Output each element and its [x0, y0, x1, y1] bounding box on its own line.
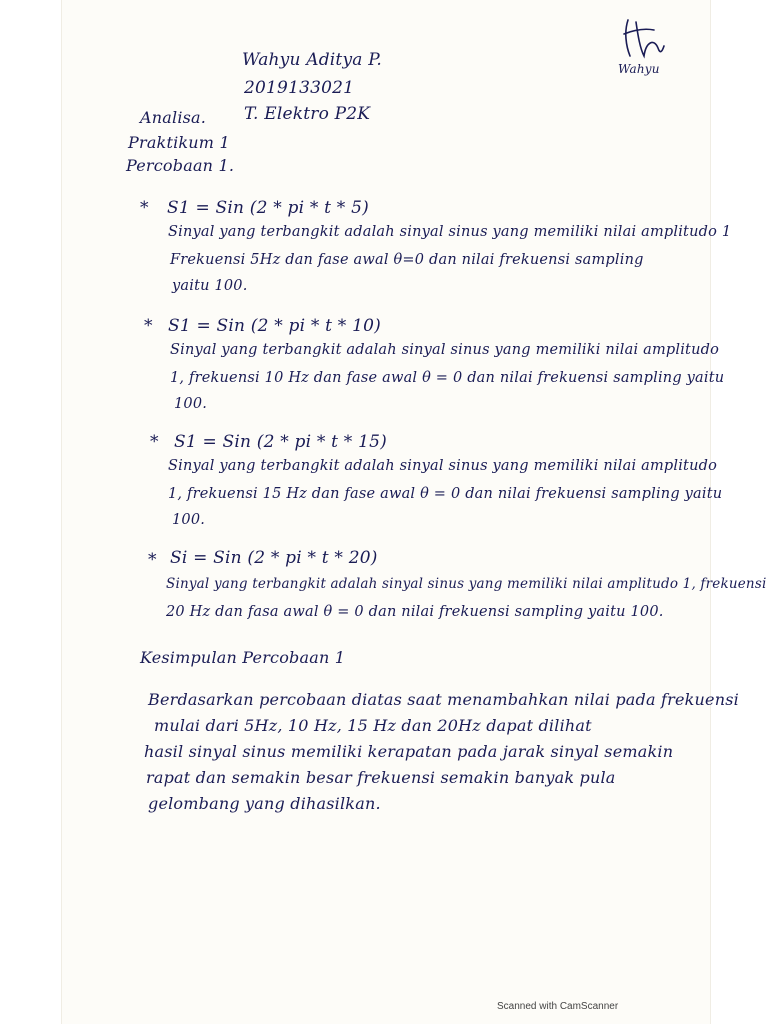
item-bullet: * — [144, 316, 153, 336]
item-formula: S1 = Sin (2 * pi * t * 10) — [168, 316, 381, 336]
item-bullet: * — [140, 198, 149, 218]
conclusion-line: rapat dan semakin besar frekuensi semakin banyak pula — [146, 768, 616, 787]
item-line: 100. — [174, 396, 208, 412]
item-line: Sinyal yang terbangkit adalah sinyal sinus yang memiliki nilai amplitudo — [168, 458, 718, 474]
conclusion-title: Kesimpulan Percobaan 1 — [140, 648, 346, 667]
item-formula: S1 = Sin (2 * pi * t * 5) — [167, 198, 369, 218]
item-line: Sinyal yang terbangkit adalah sinyal sinus yang memiliki nilai amplitudo 1 — [168, 224, 732, 240]
conclusion-line: Berdasarkan percobaan diatas saat menambahkan nilai pada frekuensi — [148, 690, 739, 709]
signature-scribble-icon — [614, 12, 674, 67]
item-formula: Si = Sin (2 * pi * t * 20) — [170, 548, 378, 568]
item-line: Frekuensi 5Hz dan fase awal θ=0 dan nilai frekuensi sampling — [170, 252, 644, 268]
item-bullet: * — [150, 432, 159, 452]
scanned-page — [62, 0, 767, 1024]
title-analisa: Analisa. — [140, 108, 207, 127]
title-praktikum: Praktikum 1 — [128, 133, 230, 152]
conclusion-line: hasil sinyal sinus memiliki kerapatan pada jarak sinyal semakin — [144, 742, 674, 761]
department: T. Elektro P2K — [244, 104, 371, 124]
student-name: Wahyu Aditya P. — [242, 50, 383, 70]
item-line: 1, frekuensi 15 Hz dan fase awal θ = 0 dan nilai frekuensi sampling yaitu — [168, 486, 723, 502]
signature — [614, 12, 674, 82]
item-line: Sinyal yang terbangkit adalah sinyal sinus yang memiliki nilai amplitudo 1, frekuensi — [166, 576, 767, 592]
conclusion-line: mulai dari 5Hz, 10 Hz, 15 Hz dan 20Hz dapat dilihat — [154, 716, 592, 735]
item-line: 100. — [172, 512, 206, 528]
student-nim: 2019133021 — [244, 78, 355, 98]
item-line: Sinyal yang terbangkit adalah sinyal sinus yang memiliki nilai amplitudo — [170, 342, 720, 358]
item-bullet: * — [148, 550, 157, 570]
scanner-watermark: Scanned with CamScanner — [497, 1001, 619, 1012]
item-line: 20 Hz dan fasa awal θ = 0 dan nilai frekuensi sampling yaitu 100. — [166, 604, 664, 620]
item-formula: S1 = Sin (2 * pi * t * 15) — [174, 432, 387, 452]
title-percobaan: Percobaan 1. — [126, 156, 235, 175]
item-line: yaitu 100. — [172, 278, 248, 294]
conclusion-line: gelombang yang dihasilkan. — [148, 794, 381, 813]
signature-name: Wahyu — [618, 62, 660, 76]
item-line: 1, frekuensi 10 Hz dan fase awal θ = 0 dan nilai frekuensi sampling yaitu — [170, 370, 725, 386]
